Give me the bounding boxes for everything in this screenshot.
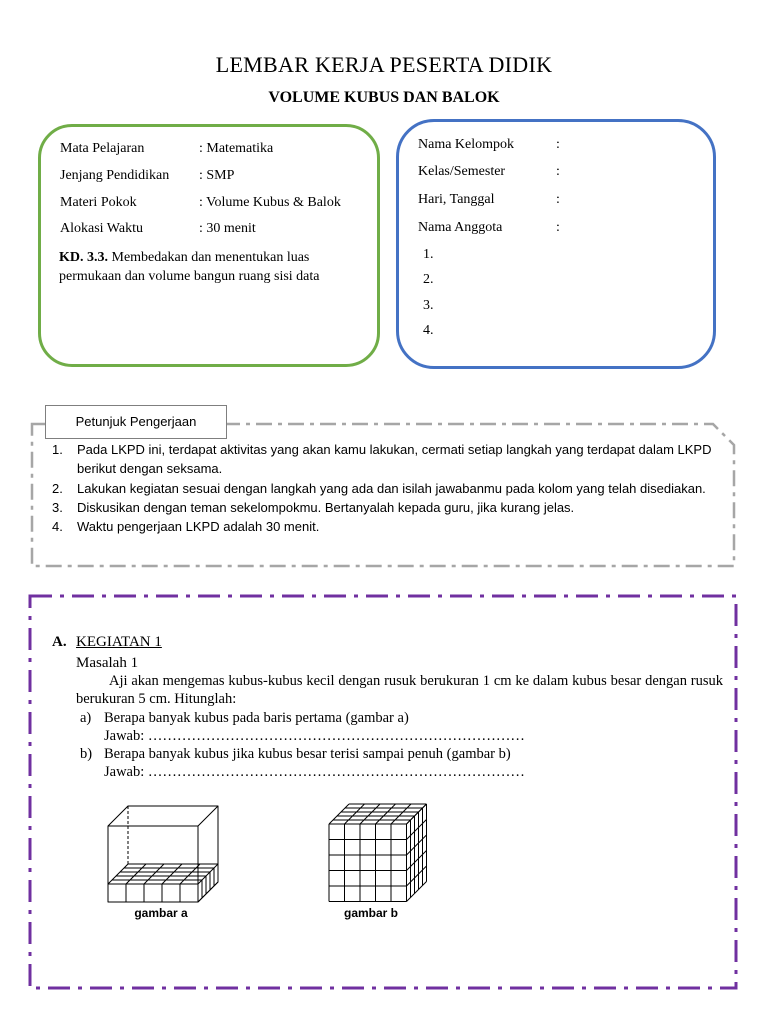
- kd-code: KD. 3.3.: [59, 250, 108, 265]
- info-label-topic: Materi Pokok: [60, 195, 137, 210]
- figure-a-cube: [104, 802, 226, 906]
- instructions-list: [52, 440, 722, 536]
- figure-b-cube: [326, 802, 436, 902]
- activity-frame: [28, 594, 738, 990]
- instruction-text: Lakukan kegiatan sesuai dengan langkah yang ada dan isilah jawabanmu pada kolom yang telah disediakan.: [77, 480, 706, 496]
- info-value-duration: : 30 menit: [199, 221, 256, 236]
- figure-b-caption: gambar b: [343, 906, 398, 920]
- instruction-text: Waktu pengerjaan LKPD adalah 30 menit.: [77, 519, 320, 535]
- activity-letter: A.: [52, 634, 67, 650]
- info-label-level: Jenjang Pendidikan: [60, 168, 170, 183]
- instruction-text: Diskusikan dengan teman sekelompokmu. Bertanyalah kepada guru, jika kurang jelas.: [77, 499, 575, 515]
- info-label-duration: Alokasi Waktu: [60, 221, 143, 236]
- question-label: b): [80, 746, 93, 762]
- subject-info-card: [38, 124, 380, 367]
- figure-a-layer: [108, 864, 218, 902]
- worksheet-subtitle: VOLUME KUBUS DAN BALOK: [268, 89, 500, 106]
- group-value-date[interactable]: :: [556, 192, 560, 207]
- instruction-number: 1.: [52, 442, 63, 457]
- instruction-number: 2.: [52, 480, 63, 496]
- answer-line-b[interactable]: Jawab: ……………………………………………………………………: [104, 764, 525, 780]
- worksheet-title: LEMBAR KERJA PESERTA DIDIK: [215, 52, 553, 77]
- group-label-members: Nama Anggota: [418, 220, 503, 235]
- instruction-item: [52, 517, 722, 536]
- instruction-text: Pada LKPD ini, terdapat aktivitas yang akan kamu lakukan, cermati setiap langkah yang terdapat dalam LKPD berikut dengan seksama.: [77, 442, 712, 477]
- question-label: a): [80, 710, 92, 726]
- question-text: Berapa banyak kubus pada baris pertama (gambar a): [104, 710, 409, 726]
- group-info-card: [396, 119, 716, 369]
- group-label-name: Nama Kelompok: [418, 137, 515, 152]
- basic-competency: [59, 248, 369, 286]
- info-label-subject: Mata Pelajaran: [60, 141, 145, 156]
- info-value-topic: : Volume Kubus & Balok: [199, 195, 341, 210]
- activity-name: KEGIATAN 1: [76, 634, 162, 650]
- group-value-name[interactable]: :: [556, 137, 560, 152]
- figure-b-grid: [329, 804, 427, 902]
- kd-text: Membedakan dan menentukan luas permukaan dan volume bangun ruang sisi data: [59, 250, 320, 284]
- group-label-class: Kelas/Semester: [418, 164, 506, 179]
- member-2[interactable]: 2.: [423, 272, 434, 287]
- activity-heading: [52, 634, 162, 651]
- instruction-item: [52, 440, 722, 479]
- group-value-class[interactable]: :: [556, 164, 560, 179]
- instruction-number: 4.: [52, 519, 63, 535]
- instructions-tab: Petunjuk Pengerjaan: [45, 405, 227, 439]
- member-3[interactable]: 3.: [423, 298, 434, 313]
- question-text: Berapa banyak kubus jika kubus besar terisi sampai penuh (gambar b): [104, 746, 511, 762]
- group-label-date: Hari, Tanggal: [418, 192, 495, 207]
- instruction-item: [52, 479, 722, 498]
- problem-text: Aji akan mengemas kubus-kubus kecil dengan rusuk berukuran 1 cm ke dalam kubus besar dengan rusuk berukuran 5 cm. Hitunglah:: [76, 673, 723, 707]
- member-1[interactable]: 1.: [423, 247, 434, 262]
- group-value-members[interactable]: :: [556, 220, 560, 235]
- instruction-number: 3.: [52, 499, 63, 515]
- info-value-level: : SMP: [199, 168, 235, 183]
- figure-a-caption: gambar a: [134, 906, 188, 920]
- instruction-item: [52, 498, 722, 517]
- answer-line-a[interactable]: Jawab: ……………………………………………………………………: [104, 728, 525, 744]
- member-4[interactable]: 4.: [423, 323, 434, 338]
- problem-title: Masalah 1: [76, 655, 139, 671]
- info-value-subject: : Matematika: [199, 141, 274, 156]
